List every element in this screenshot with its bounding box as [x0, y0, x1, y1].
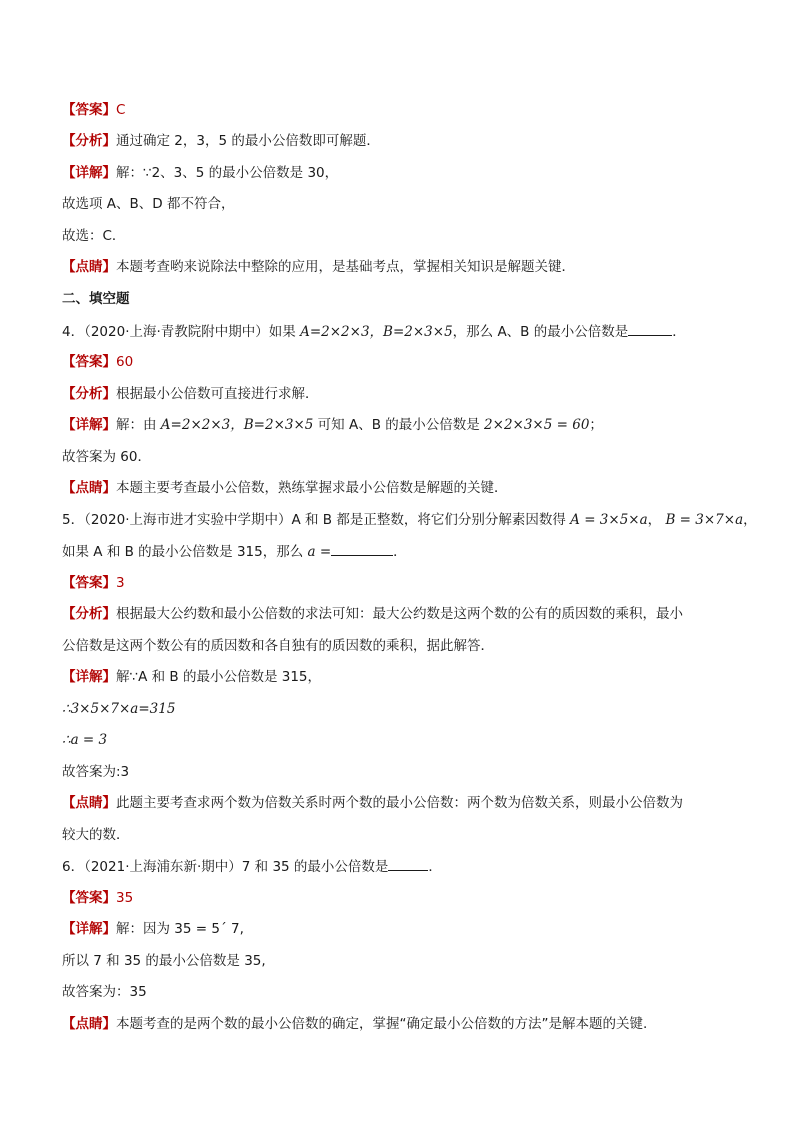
math-expression: A=2×2×3，B=2×3×5	[300, 324, 453, 340]
answer-value: 35	[116, 890, 134, 906]
answer-line-6	[62, 888, 133, 908]
section-heading: 二、填空题	[62, 291, 130, 307]
text-line: 故答案为：35	[62, 984, 147, 1000]
comment-tag: 【点睛】	[62, 480, 116, 496]
detail-text: 解：由	[116, 417, 161, 433]
analysis-tag: 【分析】	[62, 386, 116, 402]
answer-blank	[388, 856, 428, 871]
answer-value: 60	[116, 354, 134, 370]
math-expression: A=2×2×3，B=2×3×5	[160, 417, 314, 433]
question-text: ，	[647, 512, 666, 528]
answer-line-4	[62, 352, 133, 372]
question-text: ，	[743, 512, 757, 528]
answer-tag: 【答案】	[62, 102, 116, 118]
comment-tag: 【点睛】	[62, 795, 116, 811]
comment-line-3	[62, 257, 575, 277]
question-text: 如果 A 和 B 的最小公倍数是 315，那么	[62, 544, 308, 560]
question-text: 4．（2020·上海·青教院附中期中）如果	[62, 324, 301, 340]
question-5	[62, 510, 757, 530]
comment-line-4	[62, 478, 508, 498]
comment-text: 本题主要考查最小公倍数，熟练掌握求最小公倍数是解题的关键．	[116, 480, 508, 496]
text-line: 较大的数．	[62, 827, 130, 843]
detail-text: 解：∵2、3、5 的最小公倍数是 30，	[116, 165, 339, 181]
answer-tag: 【答案】	[62, 575, 116, 591]
math-expression: 2×2×3×5 = 60	[484, 417, 590, 433]
answer-line-5	[62, 573, 125, 593]
detail-tag: 【详解】	[62, 669, 116, 685]
comment-text: 本题考查的是两个数的最小公倍数的确定，掌握“确定最小公倍数的方法”是解本题的关键.	[116, 1016, 648, 1032]
question-text: ．	[393, 544, 407, 560]
analysis-tag: 【分析】	[62, 606, 116, 622]
comment-tag: 【点睛】	[62, 1016, 116, 1032]
text-line: 故答案为:3	[62, 764, 130, 780]
analysis-tag: 【分析】	[62, 133, 116, 149]
answer-value: C	[116, 102, 126, 118]
text-line: 公倍数是这两个数公有的质因数和各自独有的质因数的乘积，据此解答．	[62, 638, 494, 654]
question-text: ．	[672, 324, 686, 340]
question-text: 5．（2020·上海市进才实验中学期中）A 和 B 都是正整数，将它们分别分解素因数得	[62, 512, 571, 528]
detail-line-4	[62, 415, 603, 435]
question-6	[62, 856, 442, 877]
detail-text: 解∵A 和 B 的最小公倍数是 315，	[116, 669, 322, 685]
comment-line-6	[62, 1014, 647, 1034]
math-expression: B = 3×7×a	[665, 512, 744, 528]
question-4	[62, 321, 686, 342]
analysis-text: 通过确定 2，3，5 的最小公倍数即可解题．	[116, 133, 380, 149]
comment-line-5	[62, 793, 683, 813]
comment-text: 此题主要考查求两个数为倍数关系时两个数的最小公倍数：两个数为倍数关系，则最小公倍数为	[116, 795, 683, 811]
math-step: ∴a = 3	[62, 732, 108, 748]
detail-line-5	[62, 667, 321, 687]
math-expression: a =	[307, 544, 332, 560]
question-text: 6．（2021·上海浦东新·期中）7 和 35 的最小公倍数是	[62, 859, 389, 875]
comment-tag: 【点睛】	[62, 259, 116, 275]
text-line: 故选项 A、B、D 都不符合，	[62, 196, 235, 212]
answer-line-3	[62, 100, 125, 120]
math-step: ∴3×5×7×a=315	[62, 701, 176, 717]
text-line: 故选：C．	[62, 228, 126, 244]
detail-tag: 【详解】	[62, 417, 116, 433]
detail-tag: 【详解】	[62, 165, 116, 181]
answer-blank	[628, 321, 672, 336]
analysis-line-3	[62, 131, 380, 151]
question-text: ．	[428, 859, 442, 875]
answer-tag: 【答案】	[62, 890, 116, 906]
answer-value: 3	[116, 575, 125, 591]
detail-text: 解：因为 35 = 5´ 7,	[116, 921, 244, 937]
detail-text: ；	[589, 417, 603, 433]
text-line: 故答案为 60．	[62, 449, 151, 465]
math-expression: A = 3×5×a	[570, 512, 648, 528]
analysis-line-4	[62, 384, 319, 404]
question-5-cont	[62, 541, 407, 562]
comment-text: 本题考查哟来说除法中整除的应用，是基础考点，掌握相关知识是解题关键．	[116, 259, 575, 275]
detail-line-3	[62, 163, 338, 183]
text-line: 所以 7 和 35 的最小公倍数是 35,	[62, 953, 266, 969]
analysis-text: 根据最小公倍数可直接进行求解．	[116, 386, 319, 402]
detail-text: 可知 A、B 的最小公倍数是	[313, 417, 485, 433]
detail-tag: 【详解】	[62, 921, 116, 937]
question-text: ，那么 A、B 的最小公倍数是	[452, 324, 629, 340]
analysis-line-5	[62, 604, 683, 624]
answer-tag: 【答案】	[62, 354, 116, 370]
answer-blank	[331, 541, 393, 556]
analysis-text: 根据最大公约数和最小公倍数的求法可知：最大公约数是这两个数的公有的质因数的乘积，最小	[116, 606, 683, 622]
detail-line-6	[62, 919, 244, 939]
